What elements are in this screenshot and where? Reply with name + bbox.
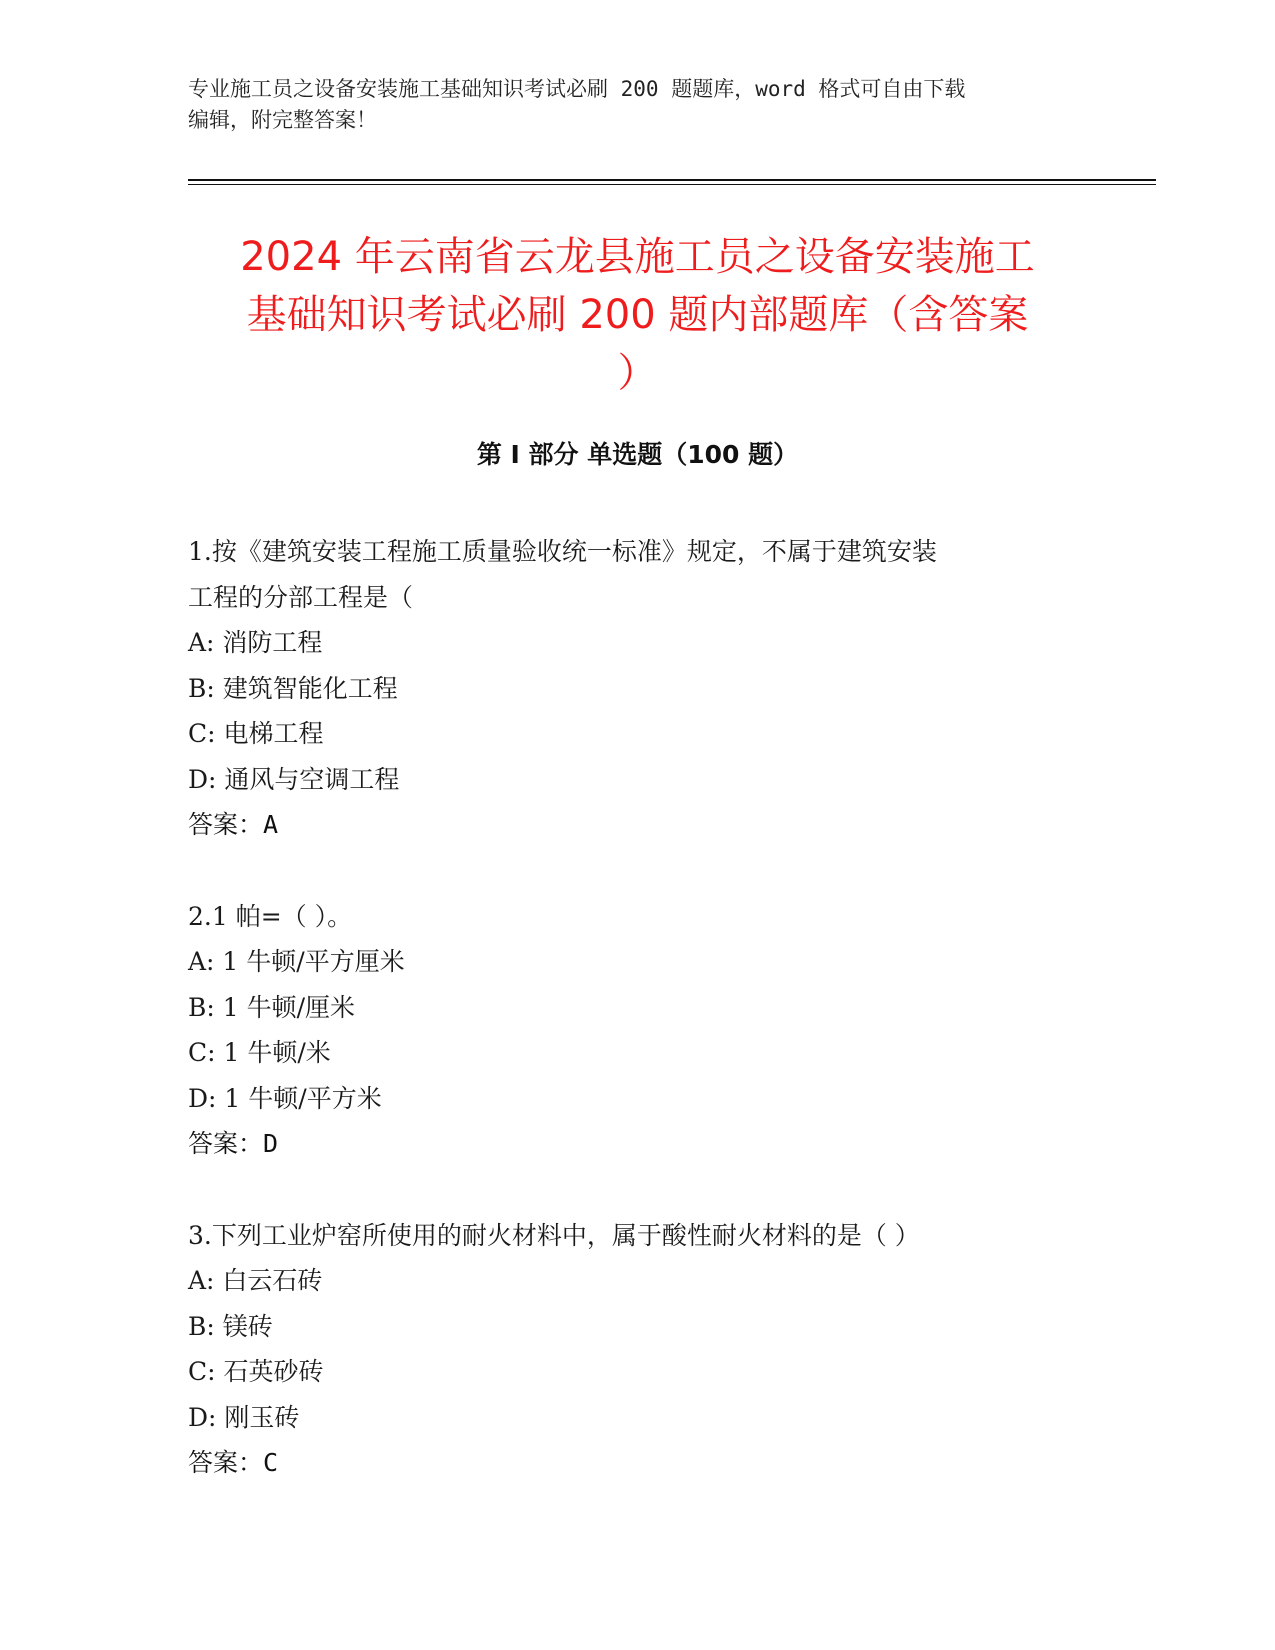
header-note-line-2: 编辑，附完整答案！ bbox=[188, 108, 377, 132]
option-a: A: 白云石砖 bbox=[188, 1266, 323, 1295]
answer-value: A bbox=[263, 810, 279, 839]
option-d: D: 通风与空调工程 bbox=[188, 764, 400, 794]
option-b: B: 1 牛顿/厘米 bbox=[188, 992, 356, 1022]
option-c: C: 电梯工程 bbox=[188, 719, 324, 748]
document-title-line-1: 2024 年云南省云龙县施工员之设备安装施工 bbox=[240, 234, 1035, 280]
question-2 bbox=[188, 894, 1088, 1167]
question-3 bbox=[188, 1213, 1088, 1486]
option-b: B: 建筑智能化工程 bbox=[188, 673, 398, 703]
answer bbox=[188, 802, 1088, 848]
option-b: B: 镁砖 bbox=[188, 1311, 273, 1341]
answer bbox=[188, 1440, 1088, 1486]
document-title-line-2: 基础知识考试必刷 200 题内部题库（含答案 bbox=[246, 292, 1029, 338]
header-divider-thick bbox=[188, 179, 1156, 181]
answer-label: 答案： bbox=[188, 810, 264, 839]
answer-label: 答案： bbox=[188, 1129, 264, 1158]
answer-label: 答案： bbox=[188, 1448, 264, 1477]
option-d: D: 刚玉砖 bbox=[188, 1402, 300, 1432]
option-a: A: 1 牛顿/平方厘米 bbox=[188, 947, 405, 976]
question-stem-line: 3.下列工业炉窑所使用的耐火材料中，属于酸性耐火材料的是（ ） bbox=[188, 1220, 920, 1250]
header-divider-thin bbox=[188, 184, 1156, 185]
section-title: 第 I 部分 单选题（100 题） bbox=[476, 440, 799, 469]
answer-value: D bbox=[263, 1129, 279, 1158]
answer-value: C bbox=[263, 1448, 279, 1477]
question-1 bbox=[188, 529, 1088, 848]
question-list bbox=[188, 529, 1088, 1532]
option-c: C: 石英砂砖 bbox=[188, 1357, 324, 1386]
document-title bbox=[160, 228, 1115, 402]
question-stem-line: 工程的分部工程是（ bbox=[188, 582, 414, 612]
question-stem-line: 1.按《建筑安装工程施工质量验收统一标准》规定，不属于建筑安装 bbox=[188, 537, 937, 566]
question-stem-line: 2.1 帕=（ ）。 bbox=[188, 901, 353, 931]
option-a: A: 消防工程 bbox=[188, 628, 323, 657]
header-note bbox=[188, 74, 1088, 136]
document-title-line-3: ） bbox=[617, 350, 658, 396]
option-c: C: 1 牛顿/米 bbox=[188, 1038, 331, 1067]
answer bbox=[188, 1121, 1088, 1167]
option-d: D: 1 牛顿/平方米 bbox=[188, 1083, 382, 1113]
header-note-line-1: 专业施工员之设备安装施工基础知识考试必刷 200 题题库，word 格式可自由下载 bbox=[188, 77, 966, 101]
